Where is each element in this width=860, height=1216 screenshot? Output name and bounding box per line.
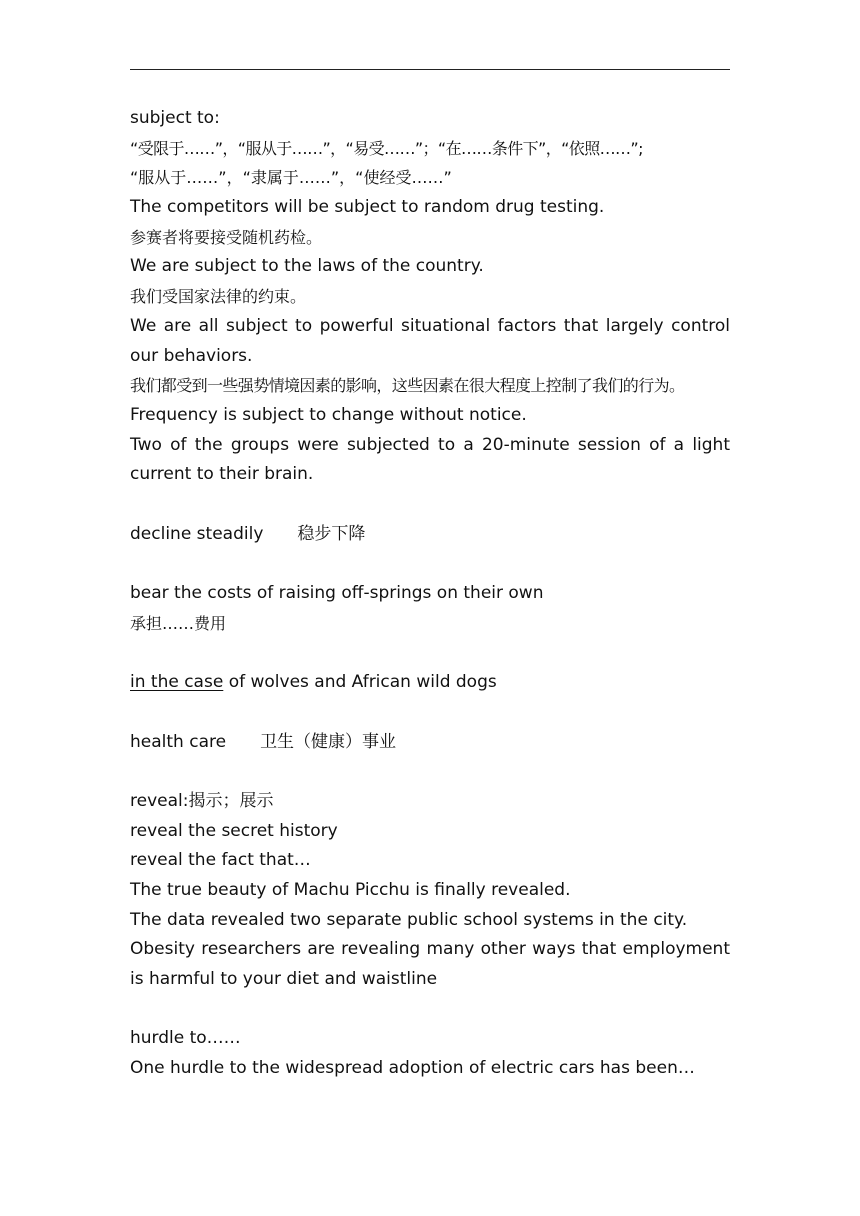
spacer <box>130 638 730 668</box>
health-care-entry <box>130 728 730 758</box>
in-the-case-rest: of wolves and African wild dogs <box>223 672 497 693</box>
subject-to-example-3-cn: 我们都受到一些强势情境因素的影响，这些因素在很大程度上控制了我们的行为。 <box>130 376 685 396</box>
subject-to-example-1-cn: 参赛者将要接受随机药检。 <box>130 227 323 247</box>
health-care-phrase: health care <box>130 731 227 752</box>
spacer <box>130 995 730 1025</box>
subject-to-cn-meanings-2: “服从于……”，“隶属于……”，“使经受……” <box>130 168 452 188</box>
reveal-item-2: reveal the fact that… <box>130 850 311 871</box>
spacer <box>130 698 730 728</box>
header-rule <box>130 69 730 70</box>
subject-to-example-4-en: Frequency is subject to change without notice. <box>130 404 527 425</box>
reveal-example-2: The data revealed two separate public school systems in the city. <box>130 909 688 930</box>
subject-to-example-2-en: We are subject to the laws of the country. <box>130 256 484 277</box>
bear-costs-meaning: 承担……费用 <box>130 613 227 633</box>
decline-phrase: decline steadily <box>130 523 264 544</box>
reveal-example-1: The true beauty of Machu Picchu is finally revealed. <box>130 879 571 900</box>
in-the-case-underlined: in the case <box>130 672 224 693</box>
reveal-item-1: reveal the secret history <box>130 820 338 841</box>
decline-entry <box>130 520 730 550</box>
spacer <box>130 549 730 579</box>
spacer <box>130 757 730 787</box>
subject-to-example-3-en: We are all subject to powerful situational factors that largely control our behaviors. <box>130 315 730 366</box>
subject-to-example-1-en: The competitors will be subject to random drug testing. <box>130 197 605 218</box>
bear-costs-phrase: bear the costs of raising off-springs on their own <box>130 583 544 604</box>
hurdle-example-1: One hurdle to the widespread adoption of electric cars has been… <box>130 1058 695 1079</box>
subject-to-cn-meanings-1: “受限于……”，“服从于……”，“易受……”；“在……条件下”，“依照……”; <box>130 138 643 158</box>
reveal-heading: reveal:揭示；展示 <box>130 790 274 811</box>
hurdle-heading: hurdle to…… <box>130 1028 241 1049</box>
spacer <box>130 490 730 520</box>
subject-to-example-2-cn: 我们受国家法律的约束。 <box>130 287 307 307</box>
reveal-example-3: Obesity researchers are revealing many other ways that employment is harmful to your diet and waistline <box>130 939 730 990</box>
health-care-meaning: 卫生（健康）事业 <box>260 731 397 752</box>
decline-meaning: 稳步下降 <box>297 523 366 544</box>
subject-to-example-5-en: Two of the groups were subjected to a 20-minute session of a light current to their brain. <box>130 434 730 485</box>
document-body <box>130 104 730 1084</box>
subject-to-heading: subject to: <box>130 108 220 128</box>
in-the-case-entry <box>130 668 730 698</box>
